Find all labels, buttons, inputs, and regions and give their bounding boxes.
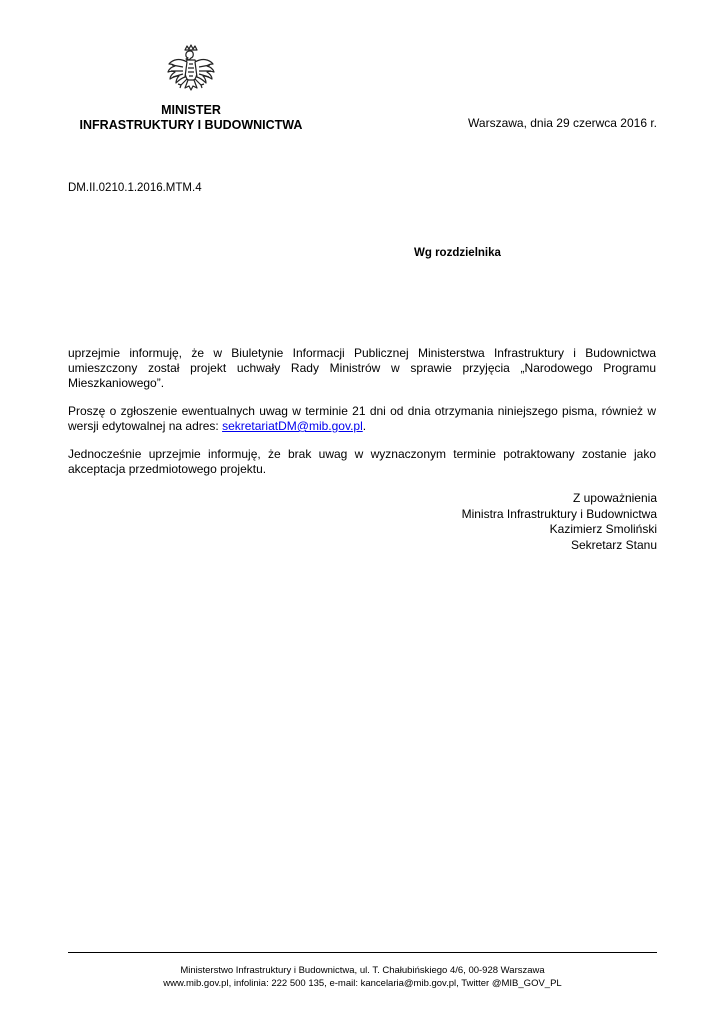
email-link[interactable]: sekretariatDM@mib.gov.pl (222, 419, 363, 433)
signature-position: Sekretarz Stanu (570, 537, 657, 552)
footer-contact: www.mib.gov.pl, infolinia: 222 500 135, e-mail: kancelaria@mib.gov.pl, Twitter @MIB_GOV_PL (163, 978, 562, 989)
reference-number: DM.II.0210.1.2016.MTM.4 (68, 182, 202, 194)
ministry-header (60, 103, 322, 133)
paragraph-request (68, 404, 656, 434)
footer-divider (68, 952, 657, 953)
paragraph-info: uprzejmie informuję, że w Biuletynie Informacji Publicznej Ministerstwa Infrastruktury i Budownictwa umieszczony został projekt uchwały Rady Ministrów w sprawie przyjęcia „Narodowego Programu Mieszkaniowego”. (68, 346, 656, 390)
signature-block (462, 491, 657, 553)
polish-eagle-emblem-icon (163, 44, 219, 100)
paragraph-request-end: . (362, 419, 367, 433)
signature-ministry: Ministra Infrastruktury i Budownictwa (461, 506, 657, 521)
paragraph-acceptance: Jednocześnie uprzejmie informuję, że brak uwag w wyznaczonym terminie potraktowany zostanie jako akceptacja przedmiotowego projektu. (68, 447, 656, 476)
signature-authorization: Z upoważnienia (572, 491, 657, 505)
letter-date: Warszawa, dnia 29 czerwca 2016 r. (468, 116, 657, 130)
ministry-title-line1: MINISTER (161, 103, 221, 117)
ministry-title-line2: INFRASTRUKTURY I BUDOWNICTWA (79, 118, 303, 132)
recipient-line: Wg rozdzielnika (414, 247, 501, 259)
footer (68, 964, 657, 990)
footer-address: Ministerstwo Infrastruktury i Budownictwa, ul. T. Chałubińskiego 4/6, 00-928 Warszawa (180, 965, 545, 976)
signature-name: Kazimierz Smoliński (549, 522, 657, 536)
paragraph-request-text: Proszę o zgłoszenie ewentualnych uwag w terminie 21 dni od dnia otrzymania niniejszego pisma, również w wersji edytowalnej na adres: (68, 404, 656, 433)
